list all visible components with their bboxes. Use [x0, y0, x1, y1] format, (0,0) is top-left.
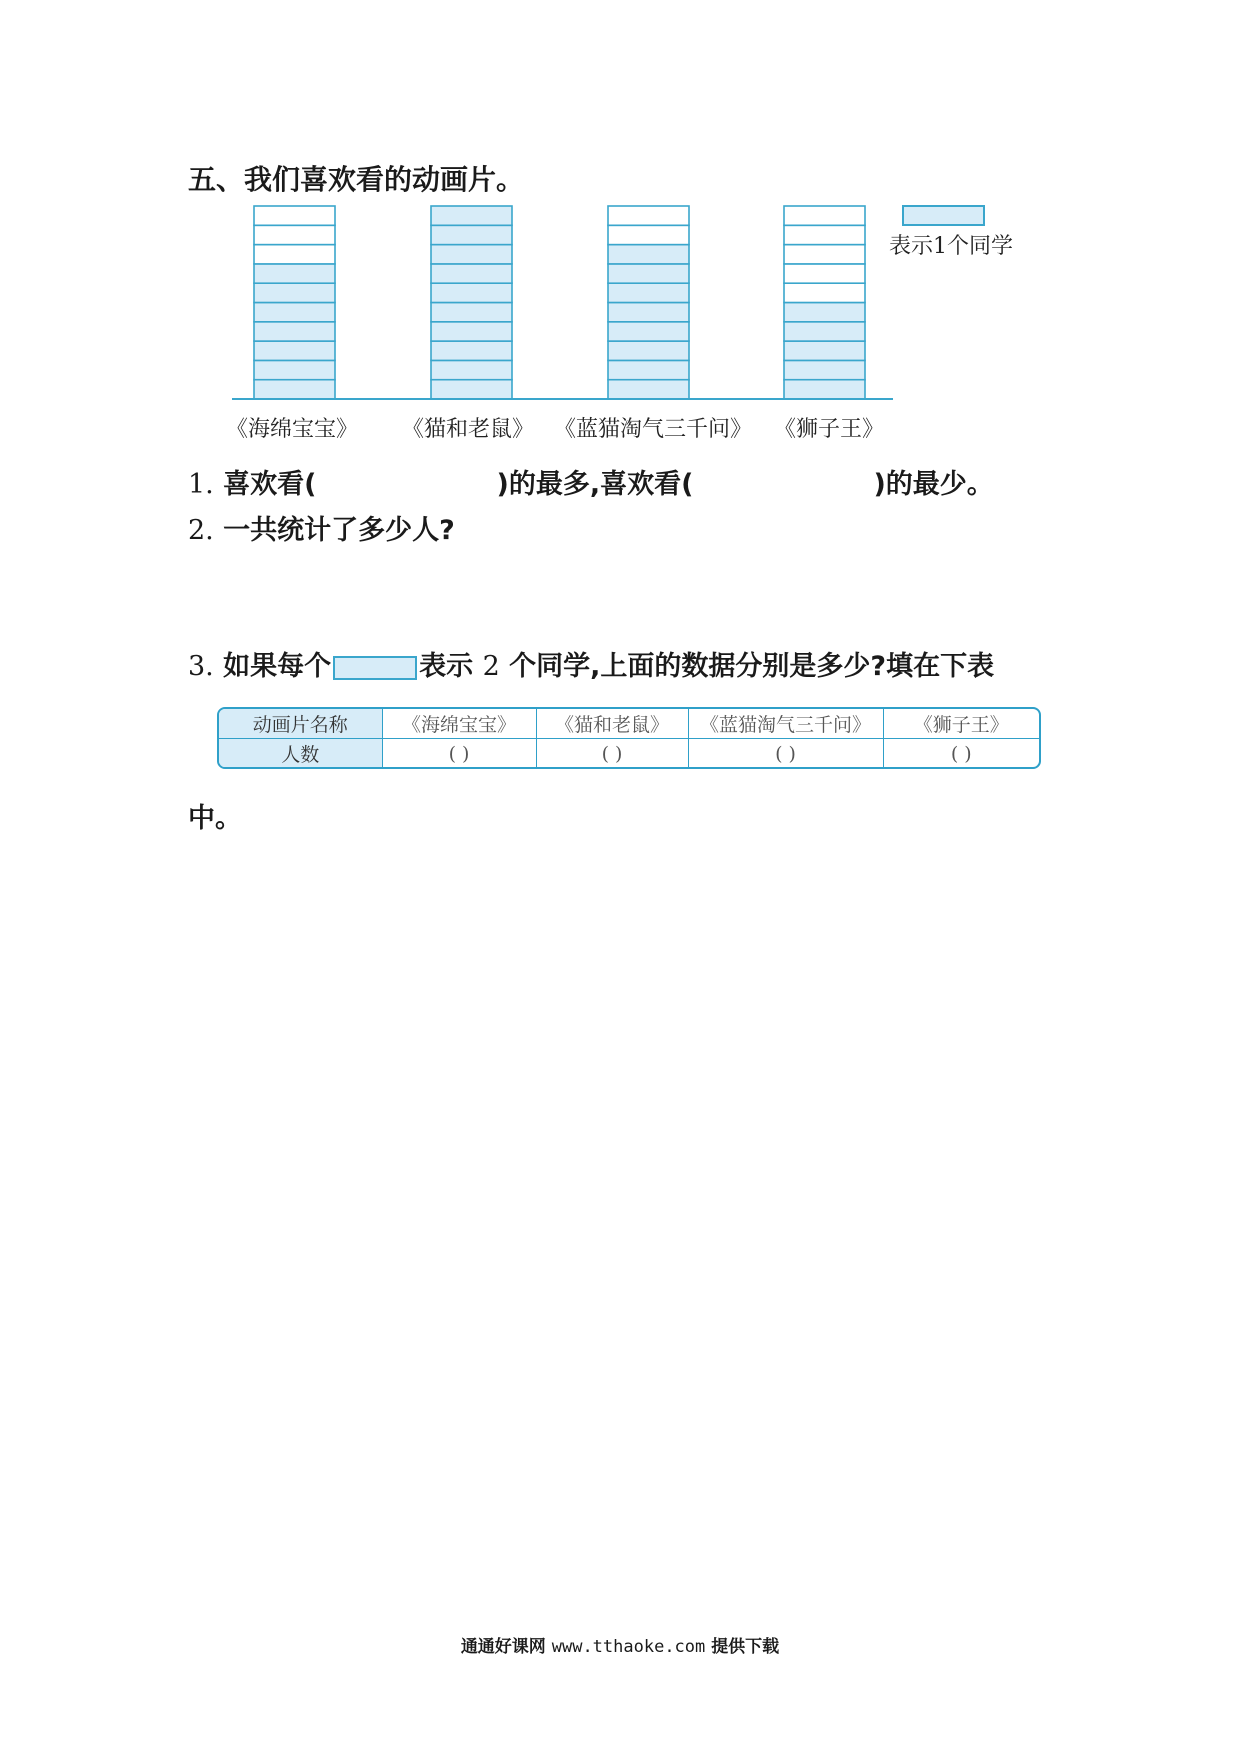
bar-cell-filled	[608, 341, 689, 360]
bar-cell-filled	[784, 380, 865, 399]
category-label: 《蓝猫淘气三千问》	[553, 417, 753, 442]
q3-part-b: 表示	[419, 651, 474, 682]
bars-group	[254, 206, 865, 399]
bar-cell-filled	[431, 380, 512, 399]
bar-cell-filled	[431, 322, 512, 341]
q3-part-c: 个同学,上面的数据分别是多少?填在下表	[509, 651, 995, 682]
q2-text: 一共统计了多少人?	[223, 515, 455, 546]
bar-cell-filled	[431, 264, 512, 283]
bar-cell-filled	[608, 322, 689, 341]
footer-download: 提供下载	[711, 1637, 780, 1657]
question-1	[188, 462, 994, 501]
q3-number: 3.	[188, 651, 214, 682]
bar-cell-empty	[784, 225, 865, 244]
bar-cell-empty	[608, 206, 689, 225]
footer	[0, 1632, 1240, 1657]
bar-cell-filled	[784, 360, 865, 379]
legend-text: 表示1个同学	[889, 234, 1013, 259]
header-cell-label: 动画片名称	[219, 709, 382, 739]
bar-cell-empty	[254, 206, 335, 225]
bar-cell-filled	[608, 380, 689, 399]
q3-count: 2	[482, 651, 500, 682]
bar-cell-filled	[431, 225, 512, 244]
question-2	[188, 508, 455, 547]
bar-cell-empty	[784, 206, 865, 225]
bar-cell-filled	[431, 360, 512, 379]
bar-cell-filled	[431, 303, 512, 322]
table-count-row	[219, 739, 1039, 769]
answer-cell-lion-king[interactable]: ( )	[883, 739, 1039, 769]
bar-cell-filled	[254, 322, 335, 341]
bar-cell-filled	[431, 283, 512, 302]
bar-cell-filled	[254, 360, 335, 379]
bar-cell-filled	[254, 264, 335, 283]
bar-cell-filled	[254, 380, 335, 399]
header-cell-spongebob: 《海绵宝宝》	[382, 709, 536, 739]
bar-3	[784, 206, 865, 399]
bar-cell-filled	[784, 341, 865, 360]
answer-cell-spongebob[interactable]: ( )	[382, 739, 536, 769]
legend-swatch	[903, 206, 984, 225]
bar-0	[254, 206, 335, 399]
category-label: 《海绵宝宝》	[225, 417, 359, 442]
bar-1	[431, 206, 512, 399]
question-3-tail: 中。	[188, 803, 242, 834]
bar-cell-filled	[608, 360, 689, 379]
q1-number: 1.	[188, 469, 214, 500]
bar-cell-empty	[784, 264, 865, 283]
category-label: 《狮子王》	[773, 417, 885, 442]
bar-cell-filled	[431, 341, 512, 360]
footer-url[interactable]: www.tthaoke.com	[551, 1637, 706, 1657]
section-title: 五、我们喜欢看的动画片。	[188, 163, 525, 196]
bar-cell-empty	[254, 245, 335, 264]
question-3	[188, 644, 994, 683]
bar-cell-empty	[254, 225, 335, 244]
bar-cell-filled	[608, 245, 689, 264]
bar-cell-filled	[254, 283, 335, 302]
header-cell-blue-cat: 《蓝猫淘气三千问》	[688, 709, 883, 739]
bar-cell-empty	[784, 245, 865, 264]
bar-cell-filled	[254, 341, 335, 360]
table-header-row	[219, 709, 1039, 739]
q1-part-a: 喜欢看(	[223, 469, 317, 500]
unit-box-icon	[333, 656, 417, 680]
answer-table	[217, 707, 1041, 769]
q1-part-c: )的最少。	[873, 469, 994, 500]
q3-part-a: 如果每个	[223, 651, 332, 682]
bar-cell-empty	[784, 283, 865, 302]
bar-cell-filled	[431, 206, 512, 225]
bar-cell-filled	[608, 303, 689, 322]
bar-cell-empty	[608, 225, 689, 244]
header-cell-lion-king: 《狮子王》	[883, 709, 1039, 739]
category-label: 《猫和老鼠》	[401, 417, 535, 442]
q1-part-b: )的最多,喜欢看(	[496, 469, 694, 500]
bar-cell-filled	[608, 264, 689, 283]
bar-cell-filled	[784, 303, 865, 322]
answer-cell-blue-cat[interactable]: ( )	[688, 739, 883, 769]
category-labels	[226, 417, 884, 442]
bar-cell-filled	[784, 322, 865, 341]
cartoon-bar-chart	[0, 0, 1240, 460]
footer-site-name: 通通好课网	[460, 1637, 546, 1657]
bar-cell-filled	[254, 303, 335, 322]
q2-number: 2.	[188, 515, 214, 546]
bar-cell-filled	[608, 283, 689, 302]
header-cell-tom-jerry: 《猫和老鼠》	[536, 709, 688, 739]
answer-cell-tom-jerry[interactable]: ( )	[536, 739, 688, 769]
row-label-count: 人数	[219, 739, 382, 769]
bar-cell-filled	[431, 245, 512, 264]
bar-2	[608, 206, 689, 399]
